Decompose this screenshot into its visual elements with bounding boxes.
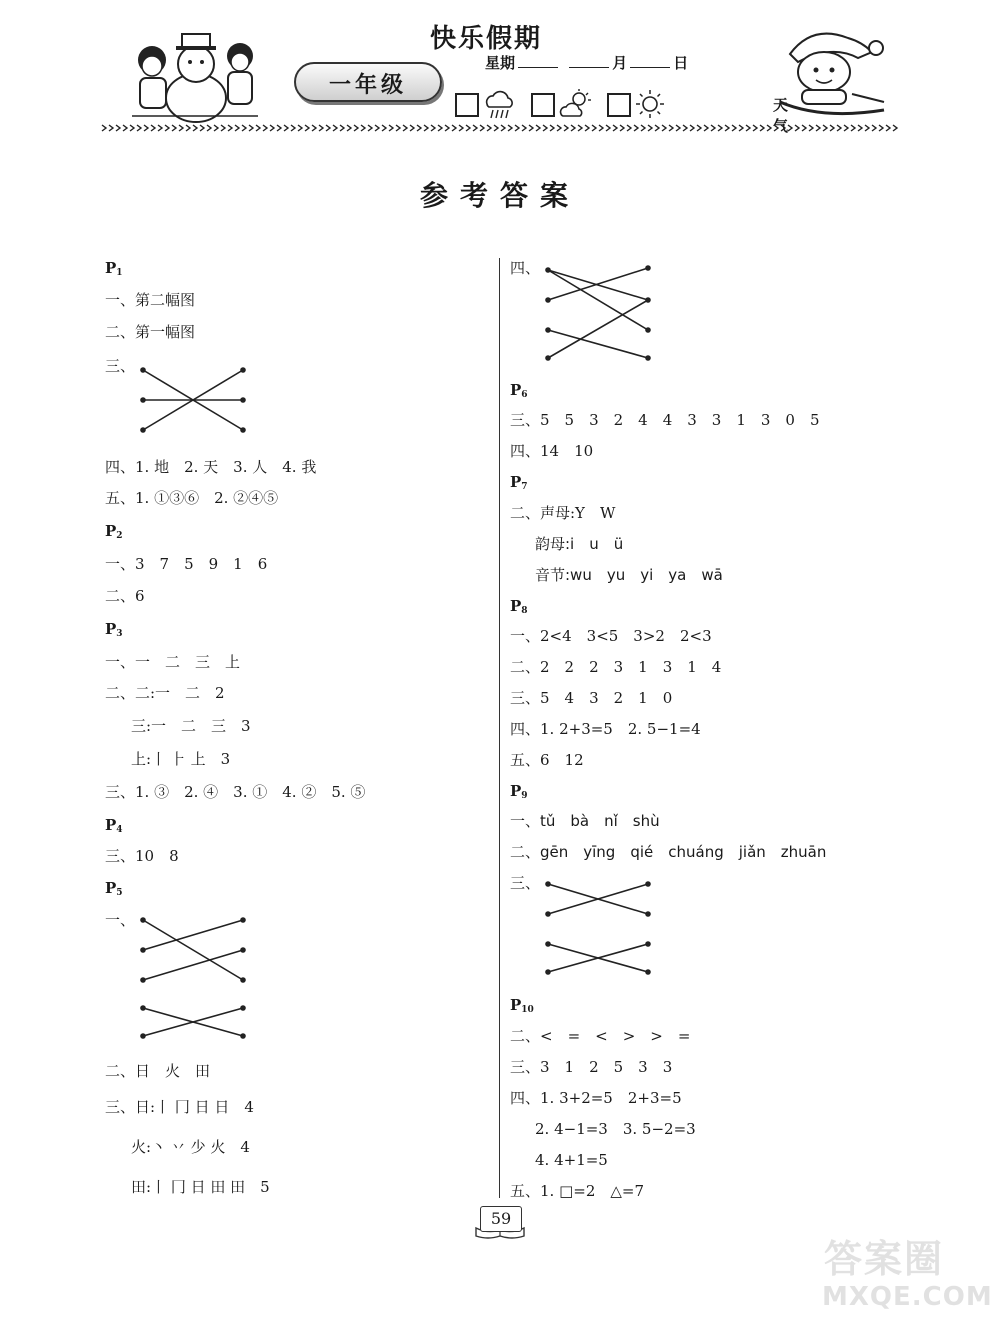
answer-line: 二、2 2 2 3 1 3 1 4 [510,658,722,676]
matching-diagram-p5 [135,912,255,1042]
answer-line: 五、6 12 [510,751,584,769]
weather-checkbox-rain[interactable] [455,93,479,117]
answer-line: 三、 [510,874,541,892]
answer-line: 一、tǔ bà nǐ shù [510,812,660,830]
page-ref-number: 6 [521,390,528,400]
header-title: 快乐假期 [430,24,543,54]
weekday-label: 星期 [485,54,516,72]
answer-line: 四、1. 2+3=5 2. 5−1=4 [510,720,701,738]
column-divider [499,258,500,1198]
page-ref-letter: P [105,620,117,638]
page-ref-p1 [105,258,123,283]
site-watermark [818,1228,994,1322]
matching-diagram-p1 [135,362,255,442]
answer-line: 四、14 10 [510,442,594,460]
page-ref-number: 5 [116,888,123,898]
page-ref-letter: P [510,996,522,1014]
answer-line: 一、 [105,911,136,929]
answer-line: 一、一 二 三 上 [105,653,241,671]
watermark-chinese: 答案圈 [824,1237,945,1281]
answer-line: 五、1. ①③⑥ 2. ②④⑤ [105,489,279,507]
answer-line: 三:一 二 三 3 [131,717,251,735]
weekday-blank [518,53,558,68]
answer-line: 二、gēn yīng qié chuáng jiǎn zhuān [510,843,827,861]
answer-line: 四、1. 地 2. 天 3. 人 4. 我 [105,458,317,476]
answer-line: 四、 [510,259,541,277]
page-header [100,0,900,140]
answer-line: 四、1. 3+2=5 2+3=5 [510,1089,682,1107]
month-label: 月 [612,54,628,72]
kids-snowman-illustration [118,26,268,124]
answer-line: 田:丨 冂 日 田 田 5 [131,1178,270,1196]
watermark-domain: MXQE.COM [822,1282,993,1312]
page-ref-letter: P [105,879,117,897]
header-divider [100,124,900,132]
page-ref-letter: P [510,597,522,615]
page-ref-p9 [510,781,528,806]
page-number: 59 [480,1206,522,1232]
page-ref-letter: P [105,522,117,540]
matching-diagram-p5-four [540,262,660,362]
answer-line: 一、2<4 3<5 3>2 2<3 [510,627,712,645]
page-ref-p5 [105,878,123,903]
answer-line: 二、声母:Y W [510,504,616,522]
page-ref-number: 4 [116,825,123,835]
page-ref-p8 [510,596,528,621]
page-ref-p10 [510,995,534,1020]
date-fields [485,52,688,73]
answer-line: 一、第二幅图 [105,291,196,309]
month-blank [569,53,609,68]
answer-line: 一、3 7 5 9 1 6 [105,555,268,573]
page-ref-letter: P [510,381,522,399]
page-ref-letter: P [510,473,522,491]
page-ref-number: 7 [521,482,528,492]
page-number-badge [474,1204,526,1240]
page-ref-letter: P [105,259,117,277]
answer-line: 韵母:i u ü [535,535,624,553]
weather-selector [455,88,789,135]
answer-line: 上:丨 ⺊ 上 3 [131,750,231,768]
page-ref-p2 [105,521,123,546]
page-ref-number: 10 [521,1005,534,1015]
answer-line: 三、5 4 3 2 1 0 [510,689,673,707]
weather-checkbox-sunny[interactable] [607,93,631,117]
matching-diagram-p9 [540,876,660,976]
day-label: 日 [673,54,689,72]
answer-line: 三、1. ③ 2. ④ 3. ① 4. ② 5. ⑤ [105,783,366,801]
page-ref-number: 9 [521,791,528,801]
grade-badge [294,62,442,102]
sun-icon [633,88,667,120]
page-ref-letter: P [510,782,522,800]
answer-line: 火:丶 丷 少 火 4 [131,1138,250,1156]
answer-line: 三、5 5 3 2 4 4 3 3 1 3 0 5 [510,411,820,429]
page-ref-p7 [510,472,528,497]
answer-line: 二、第一幅图 [105,323,196,341]
answer-line: 三、 [105,357,136,375]
weather-label: 天气 [773,96,789,135]
sledding-kid-illustration [772,24,892,122]
page-ref-number: 2 [116,531,123,541]
partly-cloudy-icon [557,88,593,120]
page-ref-letter: P [105,816,117,834]
answer-line: 三、日:丨 冂 日 日 4 [105,1098,254,1116]
answer-line: 2. 4−1=3 3. 5−2=3 [535,1120,696,1138]
answer-line: 音节:wu yu yi ya wā [535,566,723,584]
answer-line: 4. 4+1=5 [535,1151,608,1169]
page-ref-number: 1 [116,268,123,278]
grade-label: 一年级 [328,73,407,98]
document-title: 参考答案 [419,179,580,212]
answer-line: 二、< = < > > = [510,1027,691,1045]
page-ref-p4 [105,815,123,840]
weather-checkbox-cloudy[interactable] [531,93,555,117]
answer-line: 二、6 [105,587,145,605]
answer-line: 三、3 1 2 5 3 3 [510,1058,673,1076]
page-ref-p3 [105,619,123,644]
page-ref-p6 [510,380,528,405]
page-ref-number: 3 [116,629,123,639]
answer-line: 五、1. □=2 △=7 [510,1182,645,1200]
answer-line: 二、二:一 二 2 [105,684,225,702]
day-blank [630,53,670,68]
page-ref-number: 8 [521,606,528,616]
answer-line: 二、日 火 田 [105,1062,211,1080]
rain-cloud-icon [481,88,517,120]
answer-line: 三、10 8 [105,847,179,865]
